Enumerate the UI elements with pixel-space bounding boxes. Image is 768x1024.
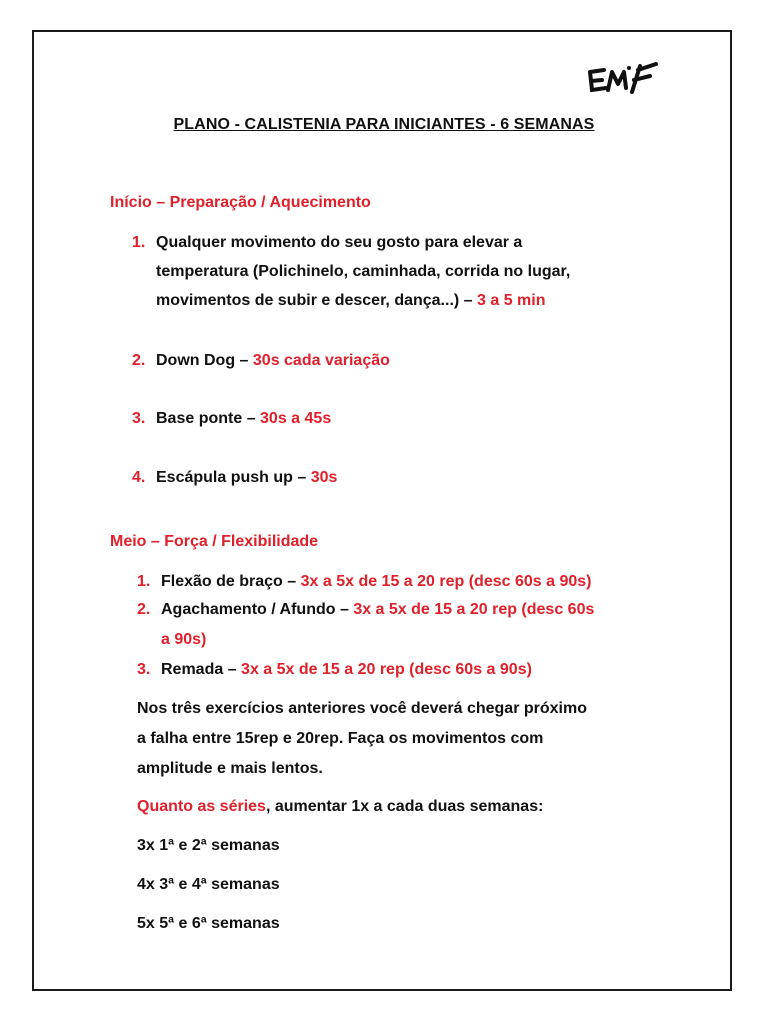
list-number: 3. [132,410,146,427]
sets-highlight: 3x a 5x de 15 a 20 rep (desc 60s a 90s) [241,661,532,678]
list-item-text: Qualquer movimento do seu gosto para elevar a [156,234,523,251]
duration-highlight: 3 a 5 min [477,292,546,309]
series-rule: Quanto as séries, aumentar 1x a cada duas semanas: [137,798,544,815]
list-item-text: Base ponte – 30s a 45s [156,410,332,427]
list-item-text: temperatura (Polichinelo, caminhada, corrida no lugar, [156,263,571,280]
week-schedule-line: 4x 3ª e 4ª semanas [137,876,280,893]
duration-highlight: 30s cada variação [252,352,390,369]
list-item-text: Remada – 3x a 5x de 15 a 20 rep (desc 60s a 90s) [161,661,532,678]
section-heading-meio: Meio – Força / Flexibilidade [110,533,319,550]
section-heading-inicio: Início – Preparação / Aquecimento [110,194,371,211]
list-item-text: Flexão de braço – 3x a 5x de 15 a 20 rep (desc 60s a 90s) [161,573,592,590]
list-item-text: Escápula push up – 30s [156,469,338,486]
list-number: 3. [137,661,151,678]
sets-highlight: 3x a 5x de 15 a 20 rep (desc 60s [353,601,595,618]
list-number: 2. [132,352,146,369]
note-paragraph-line: a falha entre 15rep e 20rep. Faça os movimentos com [137,730,544,747]
list-number: 4. [132,469,146,486]
note-paragraph-line: Nos três exercícios anteriores você deverá chegar próximo [137,700,587,717]
note-paragraph-line: amplitude e mais lentos. [137,760,323,777]
emf-logo [586,60,660,96]
series-rule-label: Quanto as séries [137,798,266,815]
list-item-text: Down Dog – 30s cada variação [156,352,390,369]
list-item-text: movimentos de subir e descer, dança...) – 3 a 5 min [156,292,546,309]
list-item-text: Agachamento / Afundo – 3x a 5x de 15 a 20 rep (desc 60s [161,601,595,618]
week-schedule-line: 3x 1ª e 2ª semanas [137,837,280,854]
sets-highlight-continued: a 90s) [161,631,207,648]
sets-highlight: 3x a 5x de 15 a 20 rep (desc 60s a 90s) [300,573,592,590]
list-number: 1. [132,234,146,251]
list-number: 2. [137,601,151,618]
week-schedule-line: 5x 5ª e 6ª semanas [137,915,280,932]
list-number: 1. [137,573,151,590]
duration-highlight: 30s [310,469,338,486]
duration-highlight: 30s a 45s [260,410,332,427]
page-title: PLANO - CALISTENIA PARA INICIANTES - 6 SEMANAS [173,116,595,133]
